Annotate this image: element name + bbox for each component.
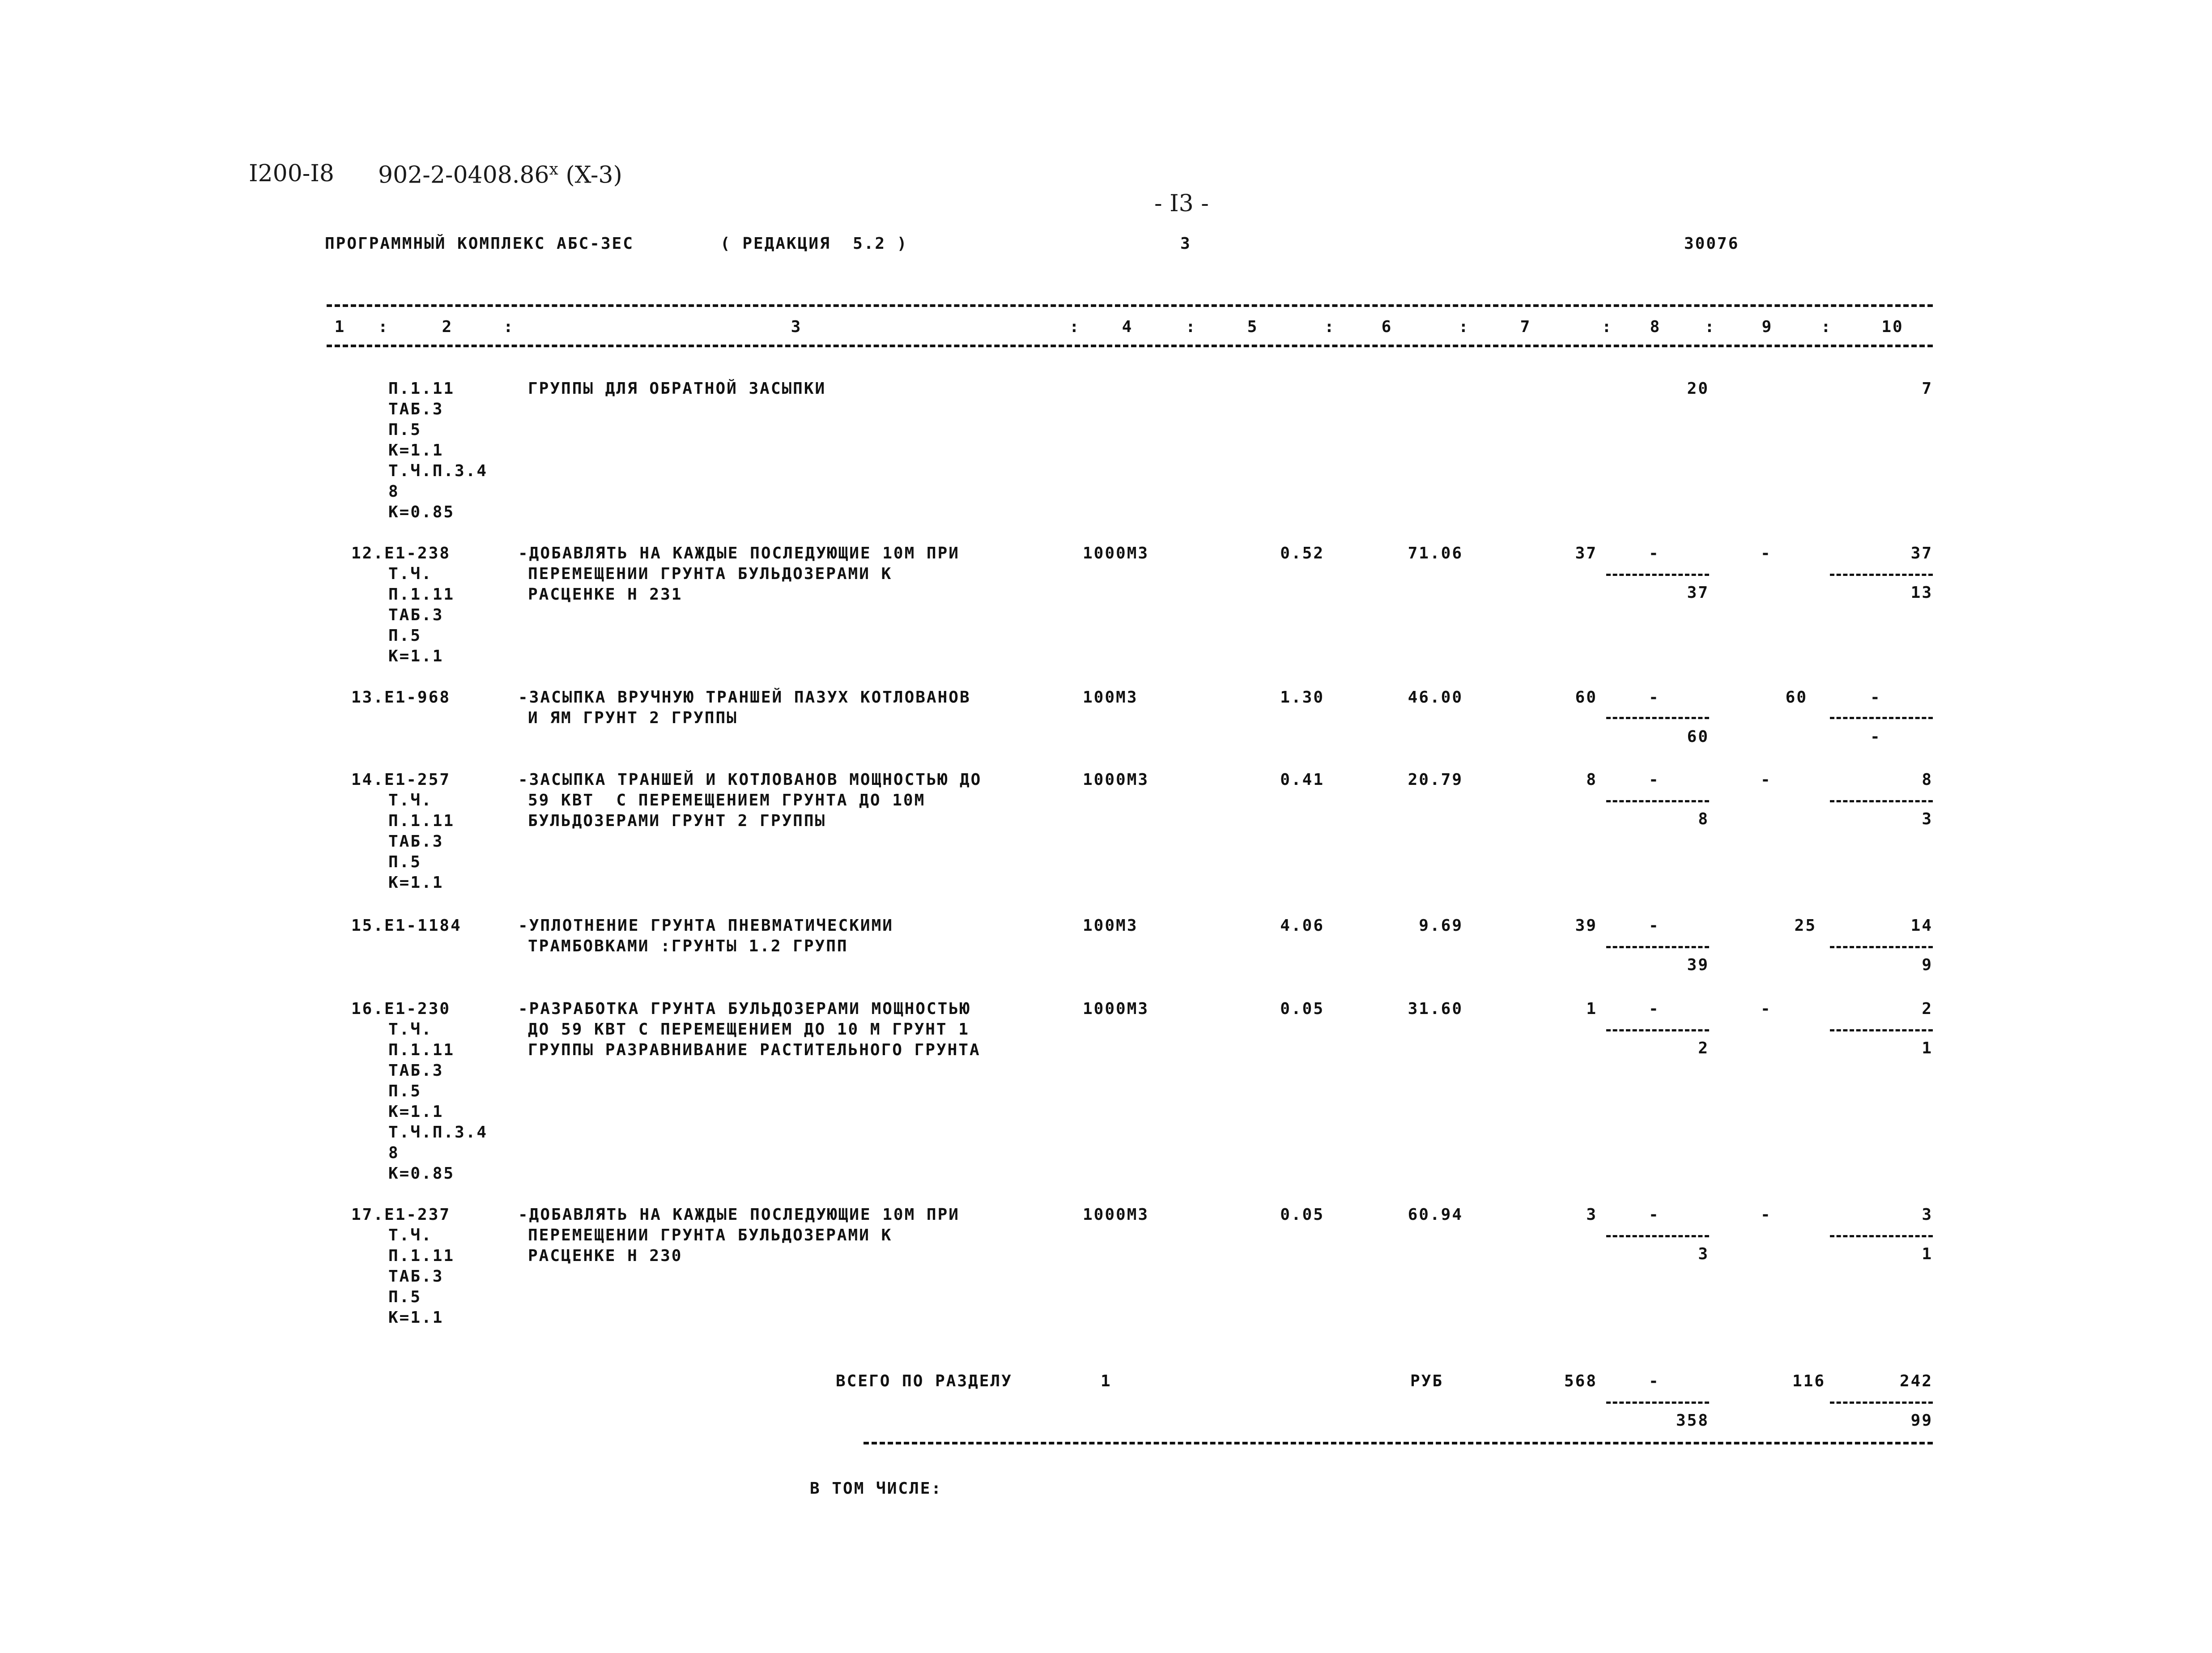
cell-col7: 37 (1575, 544, 1597, 562)
document-reference (378, 160, 622, 188)
total-col10-divider (1830, 1402, 1933, 1404)
cell-quantity: 1.30 (1280, 688, 1324, 707)
row-code: П.1.11 (388, 1041, 455, 1059)
column-number: 9 (1761, 318, 1773, 336)
row-code: ТАБ.3 (388, 400, 444, 418)
row-code: Т.Ч. (388, 791, 433, 809)
row-code: П.1.11 (388, 812, 455, 830)
row-description-line: ГРУППЫ РАЗРАВНИВАНИЕ РАСТИТЕЛЬНОГО ГРУНТА (528, 1041, 981, 1059)
row-description-line: -ДОБАВЛЯТЬ НА КАЖДЫЕ ПОСЛЕДУЮЩИЕ 10М ПРИ (518, 1206, 960, 1224)
column-separator: : (378, 318, 389, 336)
document-code: I200-I8 (249, 160, 334, 187)
program-name: ПРОГРАММНЫЙ КОМПЛЕКС АБС-3ЕС (325, 234, 634, 253)
row-code: ТАБ.3 (388, 1267, 444, 1286)
cell-col8-upper: - (1649, 771, 1660, 789)
column-number: 1 (334, 318, 346, 336)
column-number: 10 (1881, 318, 1904, 336)
row-number: 17.Е1-237 (351, 1206, 451, 1224)
cell-col10-lower: 13 (1910, 584, 1933, 602)
total-section-number: 1 (1101, 1372, 1112, 1390)
sheet-number: 3 (1180, 234, 1191, 253)
cell-col7: 60 (1575, 688, 1597, 707)
cell-col7: 39 (1575, 916, 1597, 935)
row-code: П.5 (388, 626, 422, 645)
cell-col10-upper: 37 (1910, 544, 1933, 562)
cell-quantity: 4.06 (1280, 916, 1324, 935)
row-code: П.1.11 (388, 379, 455, 398)
row-description-line: РАСЦЕНКЕ Н 231 (528, 585, 683, 604)
program-revision: ( РЕДАКЦИЯ 5.2 ) (720, 234, 908, 253)
row-number: 16.Е1-230 (351, 1000, 451, 1018)
cell-col10-divider (1830, 574, 1933, 576)
row-description-line: -ЗАСЫПКА ВРУЧНУЮ ТРАНШЕЙ ПАЗУХ КОТЛОВАНОВ (518, 688, 971, 707)
cell-col9: - (1761, 544, 1772, 562)
column-number: 5 (1247, 318, 1259, 336)
column-number: 7 (1520, 318, 1531, 336)
cell-unit-price: 46.00 (1408, 688, 1463, 707)
cell-col8-divider (1606, 1235, 1709, 1237)
total-col7: 568 (1564, 1372, 1597, 1390)
total-label: ВСЕГО ПО РАЗДЕЛУ (836, 1372, 1012, 1390)
column-separator: : (1186, 318, 1197, 336)
cell-col8-lower: 20 (1687, 379, 1709, 398)
row-code: К=1.1 (388, 873, 444, 892)
row-code: 8 (388, 1144, 400, 1162)
row-codes (388, 1019, 488, 1184)
cell-col8-divider (1606, 800, 1709, 802)
row-description-line: -РАЗРАБОТКА ГРУНТА БУЛЬДОЗЕРАМИ МОЩНОСТЬЮ (518, 1000, 971, 1018)
column-number: 8 (1650, 318, 1661, 336)
row-number: 13.Е1-968 (351, 688, 451, 707)
cell-col8-upper: - (1649, 544, 1660, 562)
row-code: К=1.1 (388, 1103, 444, 1121)
cell-col10-divider (1830, 1235, 1933, 1237)
cell-col8-lower: 39 (1687, 956, 1709, 974)
row-code: К=1.1 (388, 441, 444, 460)
cell-col10-upper: 2 (1922, 1000, 1933, 1018)
row-code: Т.Ч. (388, 565, 433, 583)
cell-unit: 1000М3 (1083, 544, 1149, 562)
cell-col8-lower: 2 (1698, 1039, 1709, 1057)
row-description (518, 543, 960, 605)
document-reference-suffix: (X-3) (566, 162, 622, 189)
cell-col10-lower: 1 (1922, 1039, 1933, 1057)
cell-unit-price: 60.94 (1408, 1206, 1463, 1224)
row-codes (388, 1225, 455, 1328)
row-code: К=1.1 (388, 1308, 444, 1327)
row-description: ГРУППЫ ДЛЯ ОБРАТНОЙ ЗАСЫПКИ (528, 379, 826, 398)
column-separator: : (1324, 318, 1336, 336)
cell-unit-price: 31.60 (1408, 1000, 1463, 1018)
cell-col8-upper: - (1649, 688, 1660, 707)
cell-col9: 25 (1794, 916, 1816, 935)
row-description-line: -ДОБАВЛЯТЬ НА КАЖДЫЕ ПОСЛЕДУЮЩИЕ 10М ПРИ (518, 544, 960, 562)
cell-col10-lower: 9 (1922, 956, 1933, 974)
row-code: ТАБ.3 (388, 606, 444, 624)
cell-col8-upper: - (1649, 1206, 1660, 1224)
row-description (518, 687, 971, 729)
cell-col10-divider (1830, 946, 1933, 948)
row-code: П.1.11 (388, 585, 455, 604)
cell-col10-upper: 3 (1922, 1206, 1933, 1224)
row-description-line: ПЕРЕМЕЩЕНИИ ГРУНТА БУЛЬДОЗЕРАМИ К (528, 1226, 893, 1244)
row-description (518, 770, 982, 831)
row-code: К=0.85 (388, 503, 455, 521)
cell-unit-price: 9.69 (1419, 916, 1463, 935)
cell-unit: 1000М3 (1083, 1000, 1149, 1018)
cell-col9: - (1761, 1000, 1772, 1018)
row-code: П.5 (388, 1288, 422, 1306)
row-description-line: И ЯМ ГРУНТ 2 ГРУППЫ (528, 709, 738, 727)
total-col9: 116 (1792, 1372, 1825, 1390)
cell-col8-divider (1606, 1029, 1709, 1031)
row-code: П.1.11 (388, 1247, 455, 1265)
row-codes (388, 564, 455, 667)
cell-col8-lower: 60 (1687, 728, 1709, 746)
cell-col8-lower: 8 (1698, 810, 1709, 828)
cell-unit: 1000М3 (1083, 771, 1149, 789)
row-code: Т.Ч. (388, 1020, 433, 1039)
table-top-rule (327, 304, 1933, 307)
cell-col8-upper: - (1649, 1000, 1660, 1018)
cell-col8-divider (1606, 574, 1709, 576)
total-col8-divider (1606, 1402, 1709, 1404)
cell-col8-lower: 3 (1698, 1245, 1709, 1263)
row-number: 15.Е1-1184 (351, 916, 462, 935)
cell-quantity: 0.05 (1280, 1000, 1324, 1018)
table-header-rule (327, 345, 1933, 347)
cell-unit: 1000М3 (1083, 1206, 1149, 1224)
column-number: 2 (442, 318, 453, 336)
cell-col10-lower: 3 (1922, 810, 1933, 828)
row-description-line: -ЗАСЫПКА ТРАНШЕЙ И КОТЛОВАНОВ МОЩНОСТЬЮ ДО (518, 771, 982, 789)
row-code: К=0.85 (388, 1164, 455, 1183)
cell-col10-divider (1830, 800, 1933, 802)
total-col10-lower: 99 (1910, 1411, 1933, 1430)
cell-col9: - (1761, 1206, 1772, 1224)
cell-col10-upper: 8 (1922, 771, 1933, 789)
cell-unit-price: 20.79 (1408, 771, 1463, 789)
row-description-line: БУЛЬДОЗЕРАМИ ГРУНТ 2 ГРУППЫ (528, 812, 826, 830)
row-description-line: 59 КВТ С ПЕРЕМЕЩЕНИЕМ ГРУНТА ДО 10М (528, 791, 926, 809)
including-label: В ТОМ ЧИСЛЕ: (810, 1479, 943, 1498)
cell-unit: 100М3 (1083, 688, 1138, 707)
row-description-line: ТРАМБОВКАМИ :ГРУНТЫ 1.2 ГРУПП (528, 937, 848, 955)
row-description-line: ДО 59 КВТ С ПЕРЕМЕЩЕНИЕМ ДО 10 М ГРУНТ 1 (528, 1020, 970, 1039)
cell-col10-upper: - (1870, 688, 1881, 707)
row-code: ТАБ.3 (388, 1061, 444, 1080)
cell-col10-lower: 7 (1922, 379, 1933, 398)
row-number: 14.Е1-257 (351, 771, 451, 789)
column-separator: : (1705, 318, 1716, 336)
column-number-row (327, 317, 1933, 339)
cell-col10-lower: - (1870, 728, 1881, 746)
cell-col10-lower: 1 (1922, 1245, 1933, 1263)
cell-col8-divider (1606, 717, 1709, 719)
document-reference-number: 902-2-0408.86 (378, 162, 549, 189)
row-description (518, 999, 981, 1061)
row-code: 8 (388, 482, 400, 501)
total-col8-upper: - (1649, 1372, 1660, 1390)
column-separator: : (1602, 318, 1613, 336)
row-codes (388, 379, 488, 523)
cell-col7: 8 (1586, 771, 1597, 789)
cell-quantity: 0.41 (1280, 771, 1324, 789)
cell-col7: 1 (1586, 1000, 1597, 1018)
column-separator: : (1821, 318, 1832, 336)
document-reference-superscript: x (549, 160, 558, 179)
row-description (518, 1205, 960, 1266)
cell-col9: 60 (1785, 688, 1808, 707)
cell-col9: - (1761, 771, 1772, 789)
cell-col10-divider (1830, 717, 1933, 719)
cell-quantity: 0.52 (1280, 544, 1324, 562)
cell-col7: 3 (1586, 1206, 1597, 1224)
cell-col10-upper: 14 (1910, 916, 1933, 935)
column-separator: : (503, 318, 515, 336)
row-code: Т.Ч. (388, 1226, 433, 1244)
total-col10-upper: 242 (1899, 1372, 1933, 1390)
row-code: П.5 (388, 853, 422, 871)
row-description-line: ПЕРЕМЕЩЕНИИ ГРУНТА БУЛЬДОЗЕРАМИ К (528, 565, 893, 583)
row-code: П.5 (388, 1082, 422, 1100)
row-description-line: РАСЦЕНКЕ Н 230 (528, 1247, 683, 1265)
program-code: 30076 (1684, 234, 1740, 253)
total-unit: РУБ (1410, 1372, 1444, 1390)
cell-col10-divider (1830, 1029, 1933, 1031)
column-separator: : (1069, 318, 1080, 336)
cell-col8-divider (1606, 946, 1709, 948)
row-description-line: -УПЛОТНЕНИЕ ГРУНТА ПНЕВМАТИЧЕСКИМИ (518, 916, 893, 935)
page-number: - I3 - (1154, 190, 1209, 217)
row-code: Т.Ч.П.3.4 (388, 1123, 488, 1142)
total-col8-lower: 358 (1676, 1411, 1709, 1430)
column-number: 6 (1381, 318, 1393, 336)
cell-col8-lower: 37 (1687, 584, 1709, 602)
row-code: Т.Ч.П.3.4 (388, 462, 488, 480)
row-codes (388, 790, 455, 893)
column-separator: : (1459, 318, 1470, 336)
column-number: 4 (1122, 318, 1133, 336)
row-number: 12.Е1-238 (351, 544, 451, 562)
total-bottom-rule (864, 1442, 1933, 1444)
row-code: ТАБ.3 (388, 832, 444, 851)
cell-quantity: 0.05 (1280, 1206, 1324, 1224)
column-number: 3 (791, 318, 802, 336)
row-code: П.5 (388, 421, 422, 439)
cell-unit-price: 71.06 (1408, 544, 1463, 562)
cell-unit: 100М3 (1083, 916, 1138, 935)
row-code: К=1.1 (388, 647, 444, 665)
row-description (518, 916, 893, 957)
cell-col8-upper: - (1649, 916, 1660, 935)
